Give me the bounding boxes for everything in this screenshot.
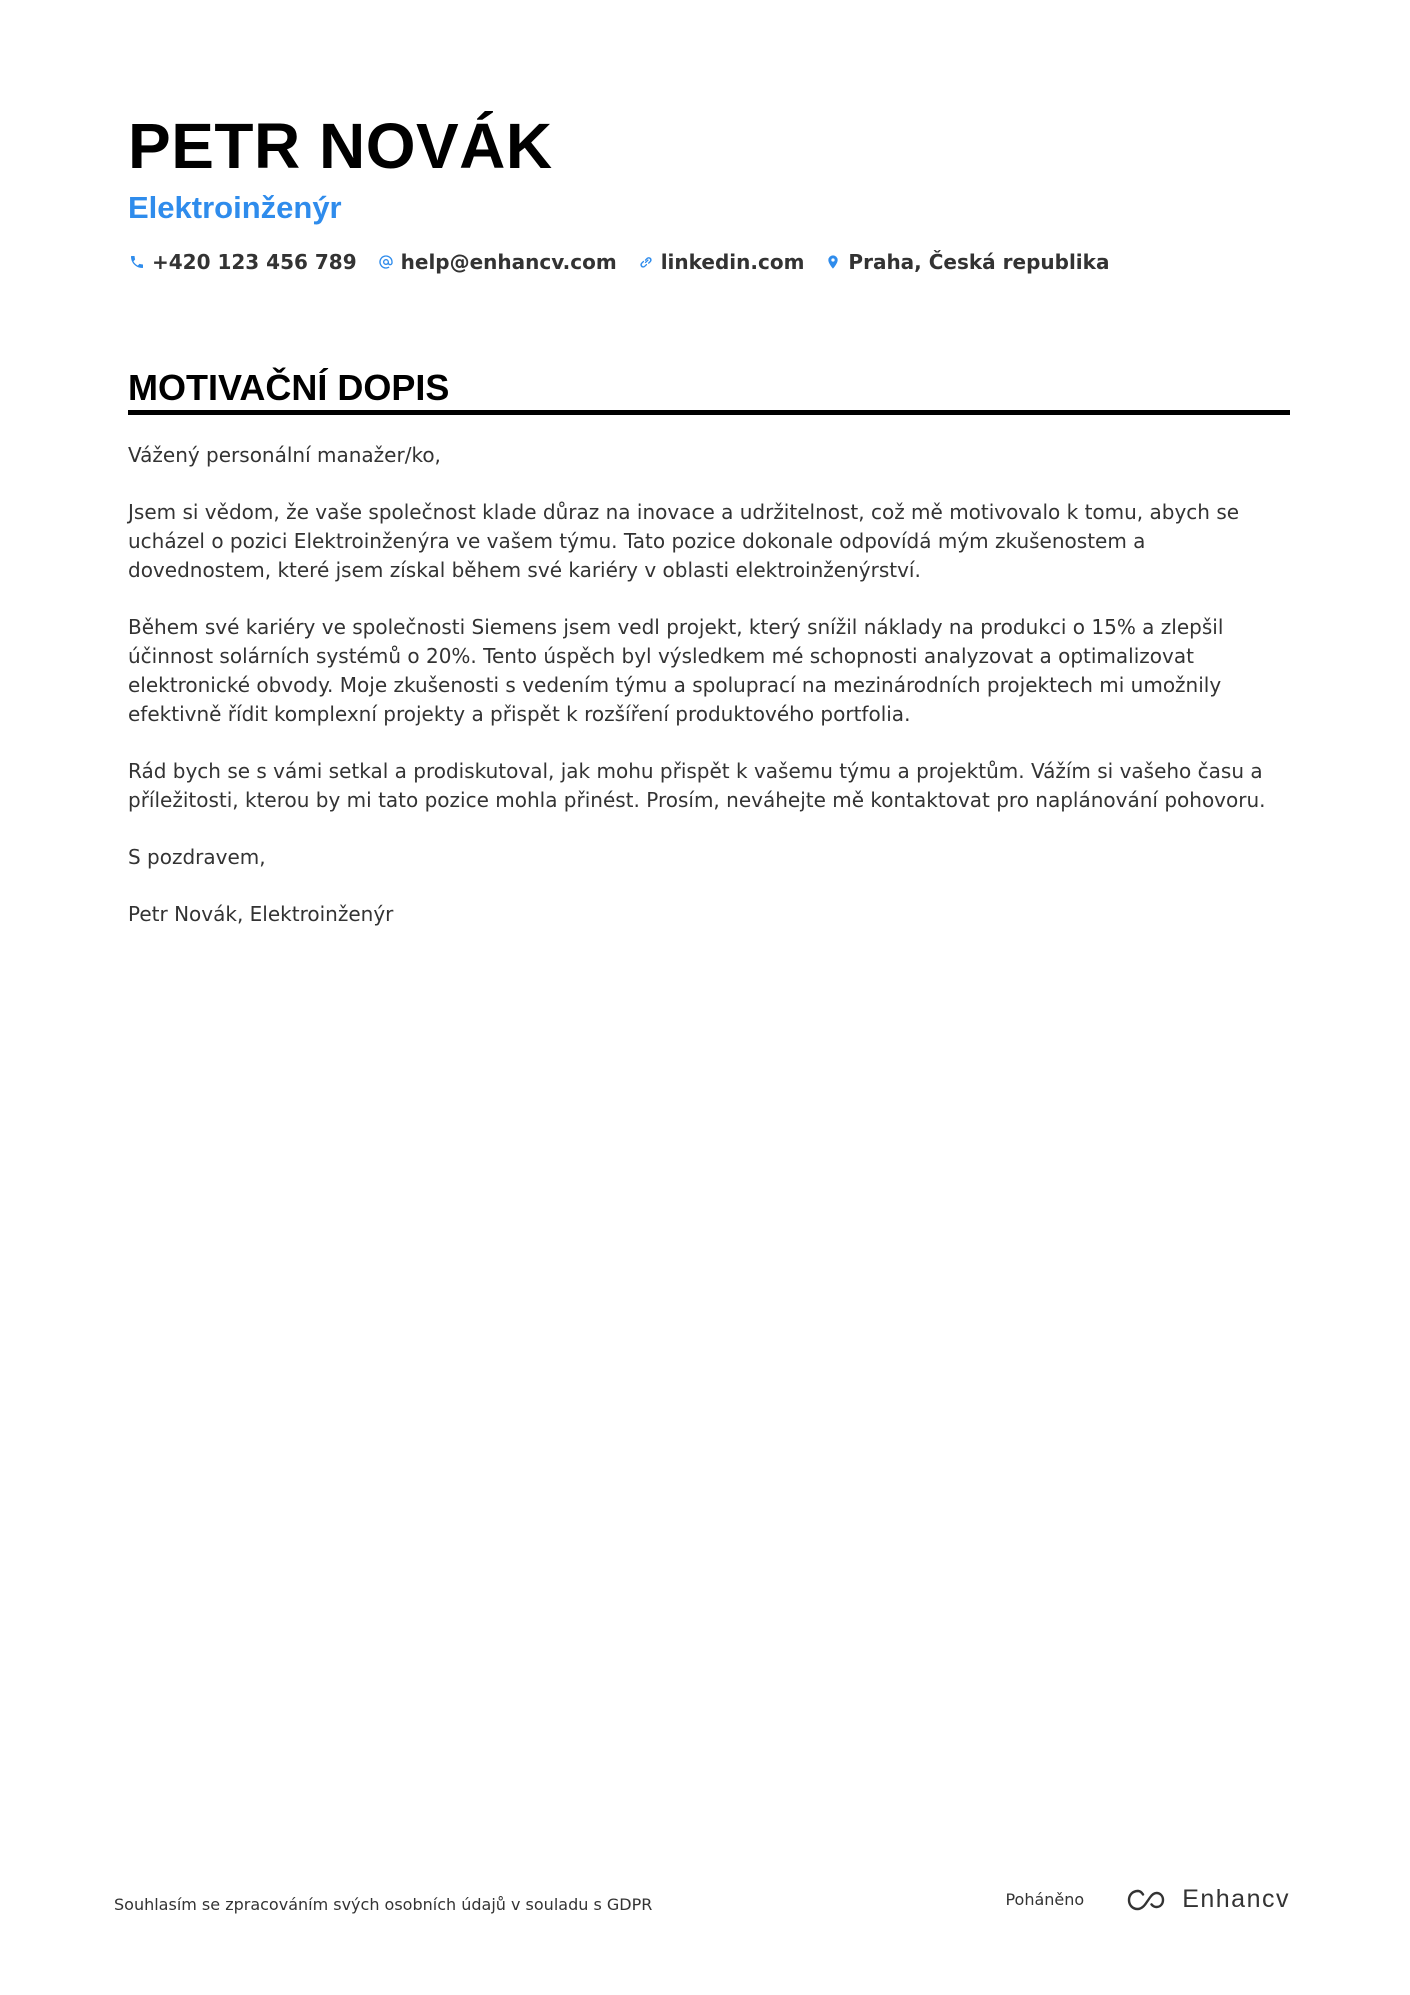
section-divider — [128, 410, 1290, 415]
contact-phone-text: +420 123 456 789 — [152, 250, 357, 274]
candidate-name: PETR NOVÁK — [128, 110, 553, 182]
powered-by[interactable] — [1005, 1885, 1290, 1914]
brand-name: Enhancv — [1182, 1885, 1290, 1913]
contact-location — [824, 250, 1109, 274]
phone-icon — [128, 253, 146, 271]
header — [128, 110, 1290, 274]
candidate-role: Elektroinženýr — [128, 190, 342, 225]
brand-logo[interactable] — [1126, 1885, 1290, 1914]
section-title: MOTIVAČNÍ DOPIS — [128, 367, 450, 408]
gdpr-consent-text: Souhlasím se zpracováním svých osobních údajů v souladu s GDPR — [114, 1895, 653, 1914]
contact-linkedin[interactable] — [637, 250, 805, 274]
contact-linkedin-text: linkedin.com — [660, 250, 805, 274]
letter-paragraph: Rád bych se s vámi setkal a prodiskutoval, jak mohu přispět k vašemu týmu a projektům. Vážím si vašeho času a příležitosti, kterou by mi tato pozice mohla přinést. Prosím, neváhejte mě kontaktovat pro naplánování pohovoru. — [128, 759, 1266, 812]
letter-paragraph: Jsem si vědom, že vaše společnost klade důraz na inovace a udržitelnost, což mě motivovalo k tomu, abych se ucházel o pozici Elektroinženýra ve vašem týmu. Tato pozice dokonale odpovídá mým zkušenostem a dovednostem, které jsem získal během své kariéry v oblasti elektroinženýrství. — [128, 500, 1240, 582]
contact-bar — [128, 250, 1290, 274]
contact-phone[interactable] — [128, 250, 357, 274]
contact-email[interactable] — [377, 250, 617, 274]
letter-paragraph: Během své kariéry ve společnosti Siemens jsem vedl projekt, který snížil náklady na produkci o 15% a zlepšil účinnost solárních systémů o 20%. Tento úspěch byl výsledkem mé schopnosti analyzovat a optimalizovat elektronické obvody. Moje zkušenosti s vedením týmu a spoluprací na mezinárodních projektech mi umožnily efektivně řídit komplexní projekty a přispět k rozšíření produktového portfolia. — [128, 615, 1224, 726]
map-pin-icon — [824, 253, 842, 271]
letter-greeting: Vážený personální manažer/ko, — [128, 443, 441, 467]
enhancv-logo-icon — [1126, 1887, 1170, 1913]
letter-body — [128, 441, 1290, 957]
at-icon — [377, 253, 395, 271]
contact-email-text: help@enhancv.com — [400, 250, 617, 274]
link-icon — [637, 253, 655, 271]
powered-by-label: Poháněno — [1005, 1890, 1085, 1909]
letter-closing: S pozdravem, — [128, 845, 266, 869]
letter-signature: Petr Novák, Elektroinženýr — [128, 902, 394, 926]
contact-location-text: Praha, Česká republika — [848, 250, 1110, 274]
